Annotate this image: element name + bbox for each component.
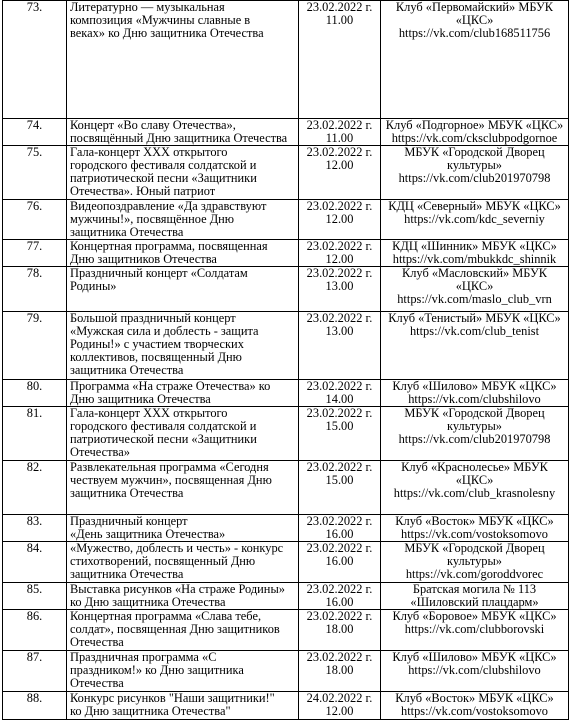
event-title-line: Гала-концерт XXX открытого	[70, 145, 228, 159]
table-row	[3, 119, 569, 146]
venue-link[interactable]: https://vk.com/club201970798	[398, 432, 551, 446]
venue-line: МБУК «Городской Дворец	[404, 541, 545, 555]
venue-link[interactable]: https://vk.com/clubshilovo	[408, 392, 541, 406]
event-venue	[381, 240, 569, 267]
event-time: 16.00	[325, 595, 354, 609]
venue-link[interactable]: https://vk.com/goroddvorec	[405, 567, 544, 581]
venue-link[interactable]: https://vk.com/club_krasnolesny	[393, 486, 556, 500]
event-venue	[381, 407, 569, 461]
event-datetime	[299, 515, 381, 542]
event-title-line: Отечества	[70, 635, 124, 649]
venue-line: Клуб «Подгорное» МБУК «ЦКС»	[385, 118, 564, 132]
event-time: 16.00	[325, 527, 354, 541]
event-datetime	[299, 610, 381, 651]
event-venue	[381, 380, 569, 407]
venue-line: Клуб «Шилово» МБУК «ЦКС»	[392, 650, 557, 664]
event-venue	[381, 692, 569, 720]
event-title-line: «Мужская сила и доблесть - защита	[70, 324, 259, 338]
event-title	[67, 312, 299, 380]
event-datetime	[299, 312, 381, 380]
event-datetime	[299, 1, 381, 119]
venue-link[interactable]: https://vk.com/club_tenist	[409, 324, 540, 338]
event-datetime	[299, 380, 381, 407]
venue-line: «ЦКС»	[455, 279, 494, 293]
event-time: 13.00	[325, 279, 354, 293]
event-datetime	[299, 240, 381, 267]
event-title-line: защитника Отечества	[70, 486, 184, 500]
row-number: 87.	[3, 651, 67, 692]
event-time: 15.00	[325, 419, 354, 433]
event-title-line: ко Дню защитника Отечества"	[70, 704, 231, 718]
event-title	[67, 240, 299, 267]
event-title-line: Отечества». Юный патриот	[70, 184, 216, 198]
venue-line: «ЦКС»	[455, 473, 494, 487]
venue-line: Клуб «Первомайский» МБУК	[395, 0, 554, 14]
venue-line: Клуб «Боровое» МБУК «ЦКС»	[392, 609, 557, 623]
venue-link[interactable]: https://vk.com/maslo_club_vrn	[397, 292, 552, 306]
event-date: 23.02.2022 г.	[306, 609, 373, 623]
event-time: 12.00	[325, 212, 354, 226]
row-number: 76.	[3, 200, 67, 240]
event-title	[67, 651, 299, 692]
event-date: 23.02.2022 г.	[306, 0, 373, 14]
table-row	[3, 461, 569, 515]
event-venue	[381, 515, 569, 542]
event-date: 23.02.2022 г.	[306, 266, 373, 280]
event-title-line: мужчины!», посвящённое Дню	[70, 212, 235, 226]
event-time: 12.00	[325, 158, 354, 172]
event-title-line: Отечества	[70, 676, 124, 690]
table-row	[3, 200, 569, 240]
event-date: 23.02.2022 г.	[306, 406, 373, 420]
venue-line: культуры»	[446, 419, 503, 433]
venue-link[interactable]: https://vk.com/vostoksomovo	[401, 527, 548, 541]
event-title-line: Концертная программа «Слава тебе,	[70, 609, 262, 623]
event-time: 18.00	[325, 622, 354, 636]
event-title-line: защитника Отечества	[70, 363, 184, 377]
event-title-line: Дню защитников Отечества	[70, 252, 217, 266]
venue-link[interactable]: https://vk.com/clubshilovo	[408, 663, 541, 677]
table-row	[3, 515, 569, 542]
event-title-line: «День защитника Отечества»	[70, 527, 226, 541]
event-title-line: Конкурс рисунков "Наши защитники!"	[70, 691, 275, 705]
event-date: 23.02.2022 г.	[306, 311, 373, 325]
event-venue	[381, 651, 569, 692]
event-venue	[381, 542, 569, 583]
event-title-line: праздником!» ко Дню защитника	[70, 663, 244, 677]
event-time: 12.00	[325, 704, 354, 718]
event-title-line: городского фестиваля солдатской и	[70, 158, 257, 172]
event-venue	[381, 583, 569, 610]
event-title-line: Праздничная программа «С	[70, 650, 217, 664]
row-number: 84.	[3, 542, 67, 583]
row-number: 73.	[3, 1, 67, 119]
event-title-line: Отечества»	[70, 445, 130, 459]
event-date: 23.02.2022 г.	[306, 582, 373, 596]
event-date: 23.02.2022 г.	[306, 199, 373, 213]
venue-line: Клуб «Восток» МБУК «ЦКС»	[395, 691, 554, 705]
event-time: 18.00	[325, 663, 354, 677]
event-title-line: посвящённый Дню защитника Отечества	[70, 131, 288, 145]
table-row	[3, 1, 569, 119]
event-title-line: Концерт «Во славу Отечества»,	[70, 118, 236, 132]
venue-line: Клуб «Шилово» МБУК «ЦКС»	[392, 379, 557, 393]
table-row	[3, 407, 569, 461]
venue-line: Клуб «Краснолесье» МБУК	[401, 460, 548, 474]
table-row	[3, 240, 569, 267]
event-title	[67, 146, 299, 200]
events-table-body	[3, 1, 569, 720]
row-number: 82.	[3, 461, 67, 515]
event-title-line: «Мужество, доблесть и честь» - конкурс	[70, 541, 284, 555]
event-datetime	[299, 407, 381, 461]
event-title	[67, 407, 299, 461]
event-title-line: солдат», посвященная Дню защитников	[70, 622, 280, 636]
event-datetime	[299, 692, 381, 720]
event-title-line: чествуем мужчин», посвященная Дню	[70, 473, 272, 487]
venue-link[interactable]: https://vk.com/club168511756	[398, 26, 551, 40]
venue-line: МБУК «Городской Дворец	[404, 145, 545, 159]
event-datetime	[299, 200, 381, 240]
event-title-line: защитника Отечества	[70, 225, 184, 239]
table-row	[3, 146, 569, 200]
event-datetime	[299, 583, 381, 610]
row-number: 79.	[3, 312, 67, 380]
venue-line: Клуб «Масловский» МБУК	[401, 266, 548, 280]
event-date: 23.02.2022 г.	[306, 460, 373, 474]
event-title-line: коллективов, посвященный Дню	[70, 350, 242, 364]
venue-line: Клуб «Тенистый» МБУК «ЦКС»	[388, 311, 561, 325]
event-venue	[381, 610, 569, 651]
venue-line: КДЦ «Шинник» МБУК «ЦКС»	[392, 239, 557, 253]
row-number: 74.	[3, 119, 67, 146]
event-title-line: защитника Отечества	[70, 567, 184, 581]
venue-line: МБУК «Городской Дворец	[404, 406, 545, 420]
event-title-line: Дню защитника Отечества	[70, 392, 211, 406]
event-title-line: городского фестиваля солдатской и	[70, 419, 257, 433]
row-number: 86.	[3, 610, 67, 651]
venue-link[interactable]: https://vk.com/clubborovski	[404, 622, 545, 636]
event-time: 16.00	[325, 554, 354, 568]
event-title-line: стихотворений, посвященный Дню	[70, 554, 256, 568]
event-title	[67, 583, 299, 610]
event-venue	[381, 119, 569, 146]
table-row	[3, 692, 569, 720]
event-date: 23.02.2022 г.	[306, 239, 373, 253]
event-datetime	[299, 461, 381, 515]
event-title-line: Концертная программа, посвященная	[70, 239, 268, 253]
venue-link[interactable]: https://vk.com/club201970798	[398, 171, 551, 185]
venue-link[interactable]: https://vk.com/vostoksomovo	[401, 704, 548, 718]
event-title	[67, 1, 299, 119]
event-venue	[381, 146, 569, 200]
event-title-line: Гала-концерт XXX открытого	[70, 406, 228, 420]
venue-link[interactable]: https://vk.com/kdc_severniy	[404, 212, 545, 226]
venue-line: культуры»	[446, 158, 503, 172]
row-number: 78.	[3, 267, 67, 312]
row-number: 75.	[3, 146, 67, 200]
table-row	[3, 651, 569, 692]
event-title-line: Развлекательная программа «Сегодня	[70, 460, 269, 474]
table-row	[3, 583, 569, 610]
event-venue	[381, 267, 569, 312]
row-number: 77.	[3, 240, 67, 267]
venue-line: «ЦКС»	[455, 13, 494, 27]
event-date: 23.02.2022 г.	[306, 379, 373, 393]
table-row	[3, 610, 569, 651]
event-time: 11.00	[325, 13, 354, 27]
table-row	[3, 267, 569, 312]
event-date: 23.02.2022 г.	[306, 541, 373, 555]
event-title-line: патриотической песни «Защитники	[70, 171, 257, 185]
event-title-line: Родины»	[70, 279, 117, 293]
event-title-line: композиция «Мужчины славные в	[70, 13, 251, 27]
event-title	[67, 119, 299, 146]
event-date: 23.02.2022 г.	[306, 514, 373, 528]
table-row	[3, 312, 569, 380]
event-time: 14.00	[325, 392, 354, 406]
event-datetime	[299, 146, 381, 200]
venue-link[interactable]: https://vk.com/mbukkdc_shinnik	[392, 252, 557, 266]
row-number: 81.	[3, 407, 67, 461]
event-title-line: Праздничный концерт «Солдатам	[70, 266, 248, 280]
venue-line: Братская могила № 113	[412, 582, 537, 596]
event-title-line: Выставка рисунков «На страже Родины»	[70, 582, 285, 596]
event-date: 24.02.2022 г.	[306, 691, 373, 705]
event-title	[67, 692, 299, 720]
event-title-line: Праздничный концерт	[70, 514, 188, 528]
event-datetime	[299, 542, 381, 583]
event-venue	[381, 461, 569, 515]
event-title	[67, 610, 299, 651]
event-title-line: веках» ко Дню защитника Отечества	[70, 26, 264, 40]
event-title	[67, 515, 299, 542]
venue-line: культуры»	[446, 554, 503, 568]
event-time: 15.00	[325, 473, 354, 487]
event-title-line: Программа «На страже Отечества» ко	[70, 379, 271, 393]
event-title-line: Видеопоздравление «Да здравствуют	[70, 199, 267, 213]
event-datetime	[299, 651, 381, 692]
venue-line: КДЦ «Северный» МБУК «ЦКС»	[388, 199, 561, 213]
event-title	[67, 380, 299, 407]
table-row	[3, 542, 569, 583]
event-venue	[381, 312, 569, 380]
event-venue	[381, 1, 569, 119]
event-title-line: Литературно — музыкальная	[70, 0, 225, 14]
event-time: 11.00	[325, 131, 354, 145]
event-title-line: патриотической песни «Защитники	[70, 432, 257, 446]
event-venue	[381, 200, 569, 240]
row-number: 88.	[3, 692, 67, 720]
event-date: 23.02.2022 г.	[306, 650, 373, 664]
event-date: 23.02.2022 г.	[306, 145, 373, 159]
event-datetime	[299, 119, 381, 146]
event-title	[67, 542, 299, 583]
venue-line: Клуб «Восток» МБУК «ЦКС»	[395, 514, 554, 528]
table-row	[3, 380, 569, 407]
row-number: 83.	[3, 515, 67, 542]
event-title	[67, 267, 299, 312]
event-time: 12.00	[325, 252, 354, 266]
row-number: 85.	[3, 583, 67, 610]
event-datetime	[299, 267, 381, 312]
event-title	[67, 200, 299, 240]
event-time: 13.00	[325, 324, 354, 338]
event-date: 23.02.2022 г.	[306, 118, 373, 132]
event-title-line: Большой праздничный концерт	[70, 311, 236, 325]
event-title-line: ко Дню защитника Отечества	[70, 595, 226, 609]
venue-line: «Шиловский плацдарм»	[410, 595, 539, 609]
events-table	[2, 0, 569, 720]
event-title	[67, 461, 299, 515]
venue-link[interactable]: https://vk.com/cksclubpodgornoe	[391, 131, 558, 145]
row-number: 80.	[3, 380, 67, 407]
event-title-line: Родины!» с участием творческих	[70, 337, 244, 351]
